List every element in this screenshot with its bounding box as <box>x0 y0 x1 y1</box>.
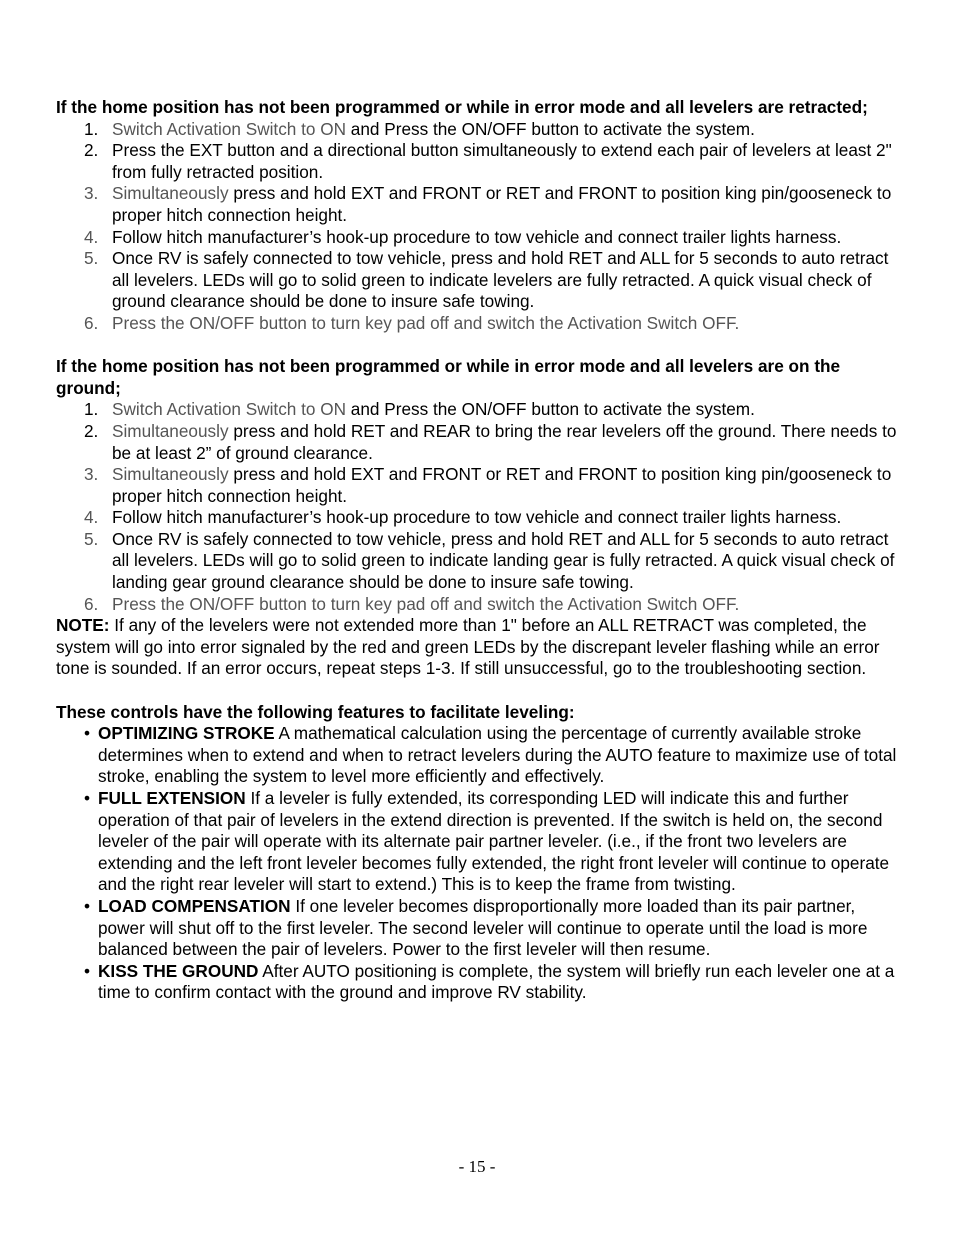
step-text: Once RV is safely connected to tow vehicle, press and hold RET and ALL for 5 seconds to auto retract all levelers. LEDs will go to solid green to indicate levelers are fully retracted. A quick visual check of ground clearance should be done to insure safe towing. <box>112 248 889 312</box>
step-number: 5. <box>84 528 99 549</box>
step-text: Once RV is safely connected to tow vehicle, press and hold RET and ALL for 5 seconds to auto retract all levelers. LEDs will go to solid green to indicate landing gear is fully retracted. A quick visual check of landing gear ground clearance should be done to insure safe towing. <box>112 528 895 593</box>
step-number: 2. <box>84 140 99 161</box>
step-number: 4. <box>84 507 99 528</box>
feature-list <box>56 723 902 1004</box>
step-gray-text: Press the ON/OFF button to turn key pad off and switch the Activation Switch OFF. <box>112 593 740 614</box>
list-item <box>56 399 902 421</box>
list-item <box>56 529 902 594</box>
list-item <box>56 723 902 788</box>
feature-title: OPTIMIZING STROKE <box>98 723 275 744</box>
feature-text: If a leveler is fully extended, its corresponding LED will indicate this and further operation of that pair of levelers in the extend direction is prevented. If the switch is held on, the second leveler of the pair will operate with its alternate pair partner leveler. (i.e., if the front two levelers are extending and the left front leveler becomes fully extended, the right front leveler will continue to operate and the right rear leveler will start to extend.) This is to keep the frame from twisting. <box>98 788 890 895</box>
step-text: Follow hitch manufacturer’s hook-up procedure to tow vehicle and connect trailer lights harness. <box>112 226 842 247</box>
step-number: 4. <box>84 226 99 247</box>
feature-title: KISS THE GROUND <box>98 960 259 981</box>
step-number: 2. <box>84 420 99 441</box>
list-item <box>56 896 902 961</box>
list-item <box>56 421 902 464</box>
section3-heading: These controls have the following features to facilitate leveling: <box>56 701 575 722</box>
step-number: 5. <box>84 248 99 269</box>
step-text: Press the EXT button and a directional button simultaneously to extend each pair of levelers at least 2" from fully retracted position. <box>112 140 892 182</box>
step-number: 6. <box>84 593 99 614</box>
list-item <box>56 119 902 141</box>
feature-title: FULL EXTENSION <box>98 788 246 808</box>
note-label: NOTE: <box>56 615 110 636</box>
feature-text: If one leveler becomes disproportionally more loaded than its pair partner, power will shut off to the first leveler. The second leveler will continue to operate until the load is more balanced between the pair of levelers. Power to the first leveler will then resume. <box>98 895 868 960</box>
step-gray-text: Switch Activation Switch to ON <box>112 399 347 420</box>
step-number: 1. <box>84 399 99 420</box>
spacer <box>56 680 902 702</box>
section2-heading: If the home position has not been programmed or while in error mode and all levelers are on the ground; <box>56 356 841 398</box>
feature-text: After AUTO positioning is complete, the system will briefly run each leveler one at a time to confirm contact with the ground and improve RV stability. <box>98 960 895 1003</box>
list-item <box>56 594 902 616</box>
step-gray-text: Simultaneously <box>112 464 229 485</box>
list-item <box>56 227 902 249</box>
bullet-icon: • <box>84 788 91 808</box>
step-text: and Press the ON/OFF button to activate the system. <box>346 399 755 420</box>
step-text: press and hold EXT and FRONT or RET and FRONT to position king pin/gooseneck to proper hitch connection height. <box>112 464 892 506</box>
list-item <box>56 788 902 896</box>
list-item <box>56 248 902 313</box>
list-item <box>56 140 902 183</box>
feature-title: LOAD COMPENSATION <box>98 895 291 916</box>
note-paragraph <box>56 615 902 680</box>
bullet-icon: • <box>84 723 91 744</box>
list-item <box>56 961 902 1004</box>
step-number: 3. <box>84 183 99 204</box>
list-item <box>56 183 902 226</box>
step-number: 6. <box>84 312 99 333</box>
step-text: press and hold RET and REAR to bring the rear levelers off the ground. There needs to be at least 2” of ground clearance. <box>112 420 897 463</box>
step-text: Follow hitch manufacturer’s hook-up procedure to tow vehicle and connect trailer lights harness. <box>112 507 842 528</box>
list-item <box>56 313 902 335</box>
spacer <box>56 335 902 357</box>
step-gray-text: Simultaneously <box>112 420 229 441</box>
section2-steps <box>56 399 902 615</box>
feature-text: A mathematical calculation using the percentage of currently available stroke determines when to extend and when to retract levelers during the AUTO feature to maximize use of total stroke, enabling the system to level more efficiently and effectively. <box>98 723 897 787</box>
step-gray-text: Switch Activation Switch to ON <box>112 118 347 139</box>
note-text: If any of the levelers were not extended more than 1" before an ALL RETRACT was completed, the system will go into error signaled by the red and green LEDs by the discrepant leveler flashing while an error tone is sounded. If an error occurs, repeat steps 1-3. If still unsuccessful, go to the troubleshooting section. <box>56 615 880 679</box>
bullet-icon: • <box>84 895 91 916</box>
document-page <box>56 97 902 1004</box>
section1-heading: If the home position has not been programmed or while in error mode and all levelers are retracted; <box>56 97 868 117</box>
list-item <box>56 507 902 529</box>
step-text: and Press the ON/OFF button to activate the system. <box>346 118 755 139</box>
bullet-icon: • <box>84 960 91 981</box>
page-number: - 15 - <box>458 1157 496 1176</box>
step-number: 1. <box>84 118 99 139</box>
step-gray-text: Press the ON/OFF button to turn key pad off and switch the Activation Switch OFF. <box>112 312 740 333</box>
section1-steps <box>56 119 902 335</box>
step-text: press and hold EXT and FRONT or RET and FRONT to position king pin/gooseneck to proper hitch connection height. <box>112 183 892 225</box>
step-number: 3. <box>84 464 99 485</box>
list-item <box>56 464 902 507</box>
step-gray-text: Simultaneously <box>112 183 229 204</box>
